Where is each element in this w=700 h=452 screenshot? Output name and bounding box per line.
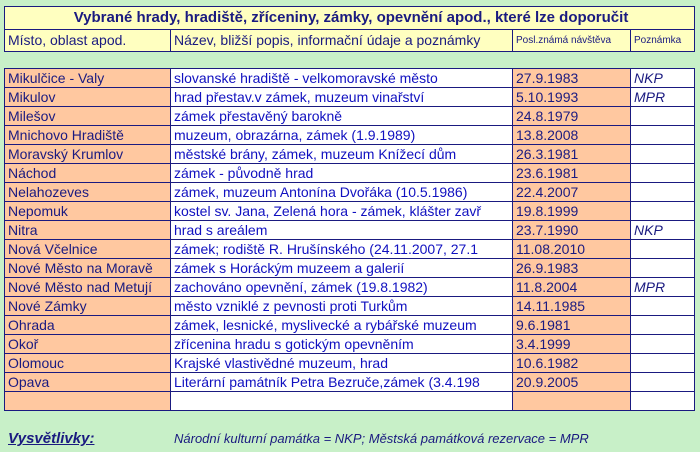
table-row[interactable] — [5, 316, 695, 335]
date-cell[interactable]: 11.8.2004 — [513, 278, 631, 297]
date-cell[interactable]: 10.6.1982 — [513, 354, 631, 373]
table-row[interactable] — [5, 183, 695, 202]
table-row[interactable] — [5, 354, 695, 373]
legend-label: Vysvětlivky: — [8, 430, 95, 447]
date-cell[interactable]: 20.9.2005 — [513, 373, 631, 392]
table-row[interactable] — [5, 88, 695, 107]
description-cell[interactable]: muzeum, obrazárna, zámek (1.9.1989) — [171, 126, 513, 145]
note-cell[interactable]: MPR — [631, 278, 695, 297]
table-row[interactable] — [5, 240, 695, 259]
note-cell[interactable] — [631, 107, 695, 126]
date-cell[interactable]: 27.9.1983 — [513, 69, 631, 88]
place-cell[interactable]: Mnichovo Hradiště — [5, 126, 171, 145]
place-cell[interactable]: Mikulčice - Valy — [5, 69, 171, 88]
note-cell[interactable] — [631, 335, 695, 354]
place-cell[interactable] — [5, 392, 171, 411]
description-cell[interactable]: zachováno opevnění, zámek (19.8.1982) — [171, 278, 513, 297]
description-cell[interactable]: Krajské vlastivědné muzeum, hrad — [171, 354, 513, 373]
date-cell[interactable]: 19.8.1999 — [513, 202, 631, 221]
note-cell[interactable] — [631, 240, 695, 259]
table-row[interactable] — [5, 126, 695, 145]
description-cell[interactable]: zámek, muzeum Antonína Dvořáka (10.5.1986) — [171, 183, 513, 202]
place-cell[interactable]: Nitra — [5, 221, 171, 240]
description-cell[interactable]: slovanské hradiště - velkomoravské město — [171, 69, 513, 88]
date-cell[interactable]: 9.6.1981 — [513, 316, 631, 335]
note-cell[interactable] — [631, 145, 695, 164]
description-cell[interactable]: kostel sv. Jana, Zelená hora - zámek, klášter zavř — [171, 202, 513, 221]
place-cell[interactable]: Milešov — [5, 107, 171, 126]
date-cell[interactable]: 26.3.1981 — [513, 145, 631, 164]
description-cell[interactable]: zámek - původně hrad — [171, 164, 513, 183]
place-cell[interactable]: Náchod — [5, 164, 171, 183]
table-row[interactable] — [5, 107, 695, 126]
date-cell[interactable]: 26.9.1983 — [513, 259, 631, 278]
column-header-last-visit[interactable]: Posl.známá návštěva — [513, 30, 631, 52]
note-cell[interactable] — [631, 297, 695, 316]
date-cell[interactable]: 14.11.1985 — [513, 297, 631, 316]
date-cell[interactable]: 23.7.1990 — [513, 221, 631, 240]
note-cell[interactable] — [631, 373, 695, 392]
note-cell[interactable] — [631, 202, 695, 221]
table-row[interactable] — [5, 221, 695, 240]
note-cell[interactable] — [631, 354, 695, 373]
date-cell[interactable]: 11.08.2010 — [513, 240, 631, 259]
date-cell[interactable]: 3.4.1999 — [513, 335, 631, 354]
description-cell[interactable]: zámek přestavěný barokně — [171, 107, 513, 126]
note-cell[interactable]: NKP — [631, 221, 695, 240]
note-cell[interactable]: MPR — [631, 88, 695, 107]
description-cell[interactable] — [171, 392, 513, 411]
column-header-description[interactable]: Název, bližší popis, informační údaje a poznámky — [171, 30, 513, 52]
place-cell[interactable]: Nové Město nad Metují — [5, 278, 171, 297]
place-cell[interactable]: Mikulov — [5, 88, 171, 107]
table-row[interactable] — [5, 202, 695, 221]
description-cell[interactable]: město vzniklé z pevnosti proti Turkům — [171, 297, 513, 316]
table-row[interactable] — [5, 164, 695, 183]
description-cell[interactable]: Literární památník Petra Bezruče,zámek (3.4.198 — [171, 373, 513, 392]
place-cell[interactable]: Olomouc — [5, 354, 171, 373]
description-cell[interactable]: hrad s areálem — [171, 221, 513, 240]
place-cell[interactable]: Opava — [5, 373, 171, 392]
note-cell[interactable] — [631, 126, 695, 145]
legend-text: Národní kulturní památka = NKP; Městská památková rezervace = MPR — [174, 431, 589, 446]
description-cell[interactable]: zámek s Horáckým muzeem a galerií — [171, 259, 513, 278]
note-cell[interactable] — [631, 316, 695, 335]
place-cell[interactable]: Nepomuk — [5, 202, 171, 221]
table-row[interactable] — [5, 145, 695, 164]
description-cell[interactable]: zřícenina hradu s gotickým opevněním — [171, 335, 513, 354]
table-row[interactable] — [5, 373, 695, 392]
page-title: Vybrané hrady, hradiště, zříceniny, zámky, opevnění apod., které lze doporučit — [5, 7, 695, 30]
note-cell[interactable] — [631, 392, 695, 411]
place-cell[interactable]: Ohrada — [5, 316, 171, 335]
table-row[interactable] — [5, 335, 695, 354]
table-row[interactable] — [5, 392, 695, 411]
note-cell[interactable] — [631, 259, 695, 278]
date-cell[interactable]: 5.10.1993 — [513, 88, 631, 107]
date-cell[interactable]: 22.4.2007 — [513, 183, 631, 202]
note-cell[interactable] — [631, 183, 695, 202]
date-cell[interactable]: 23.6.1981 — [513, 164, 631, 183]
place-cell[interactable]: Moravský Krumlov — [5, 145, 171, 164]
date-cell[interactable]: 24.8.1979 — [513, 107, 631, 126]
legend — [8, 430, 694, 448]
place-cell[interactable]: Nelahozeves — [5, 183, 171, 202]
place-cell[interactable]: Nová Včelnice — [5, 240, 171, 259]
table-row[interactable] — [5, 278, 695, 297]
description-cell[interactable]: zámek, lesnické, myslivecké a rybářské muzeum — [171, 316, 513, 335]
table-row[interactable] — [5, 297, 695, 316]
description-cell[interactable]: hrad přestav.v zámek, muzeum vinařství — [171, 88, 513, 107]
column-header-note[interactable]: Poznámka — [631, 30, 695, 52]
date-cell[interactable] — [513, 392, 631, 411]
description-cell[interactable]: městské brány, zámek, muzeum Knížecí dům — [171, 145, 513, 164]
place-cell[interactable]: Okoř — [5, 335, 171, 354]
column-header-place[interactable]: Místo, oblast apod. — [5, 30, 171, 52]
table-row[interactable] — [5, 69, 695, 88]
note-cell[interactable] — [631, 164, 695, 183]
place-cell[interactable]: Nové Město na Moravě — [5, 259, 171, 278]
data-table — [4, 68, 695, 411]
header-table — [4, 6, 695, 52]
table-row[interactable] — [5, 259, 695, 278]
description-cell[interactable]: zámek; rodiště R. Hrušínského (24.11.2007, 27.1 — [171, 240, 513, 259]
note-cell[interactable]: NKP — [631, 69, 695, 88]
date-cell[interactable]: 13.8.2008 — [513, 126, 631, 145]
place-cell[interactable]: Nové Zámky — [5, 297, 171, 316]
